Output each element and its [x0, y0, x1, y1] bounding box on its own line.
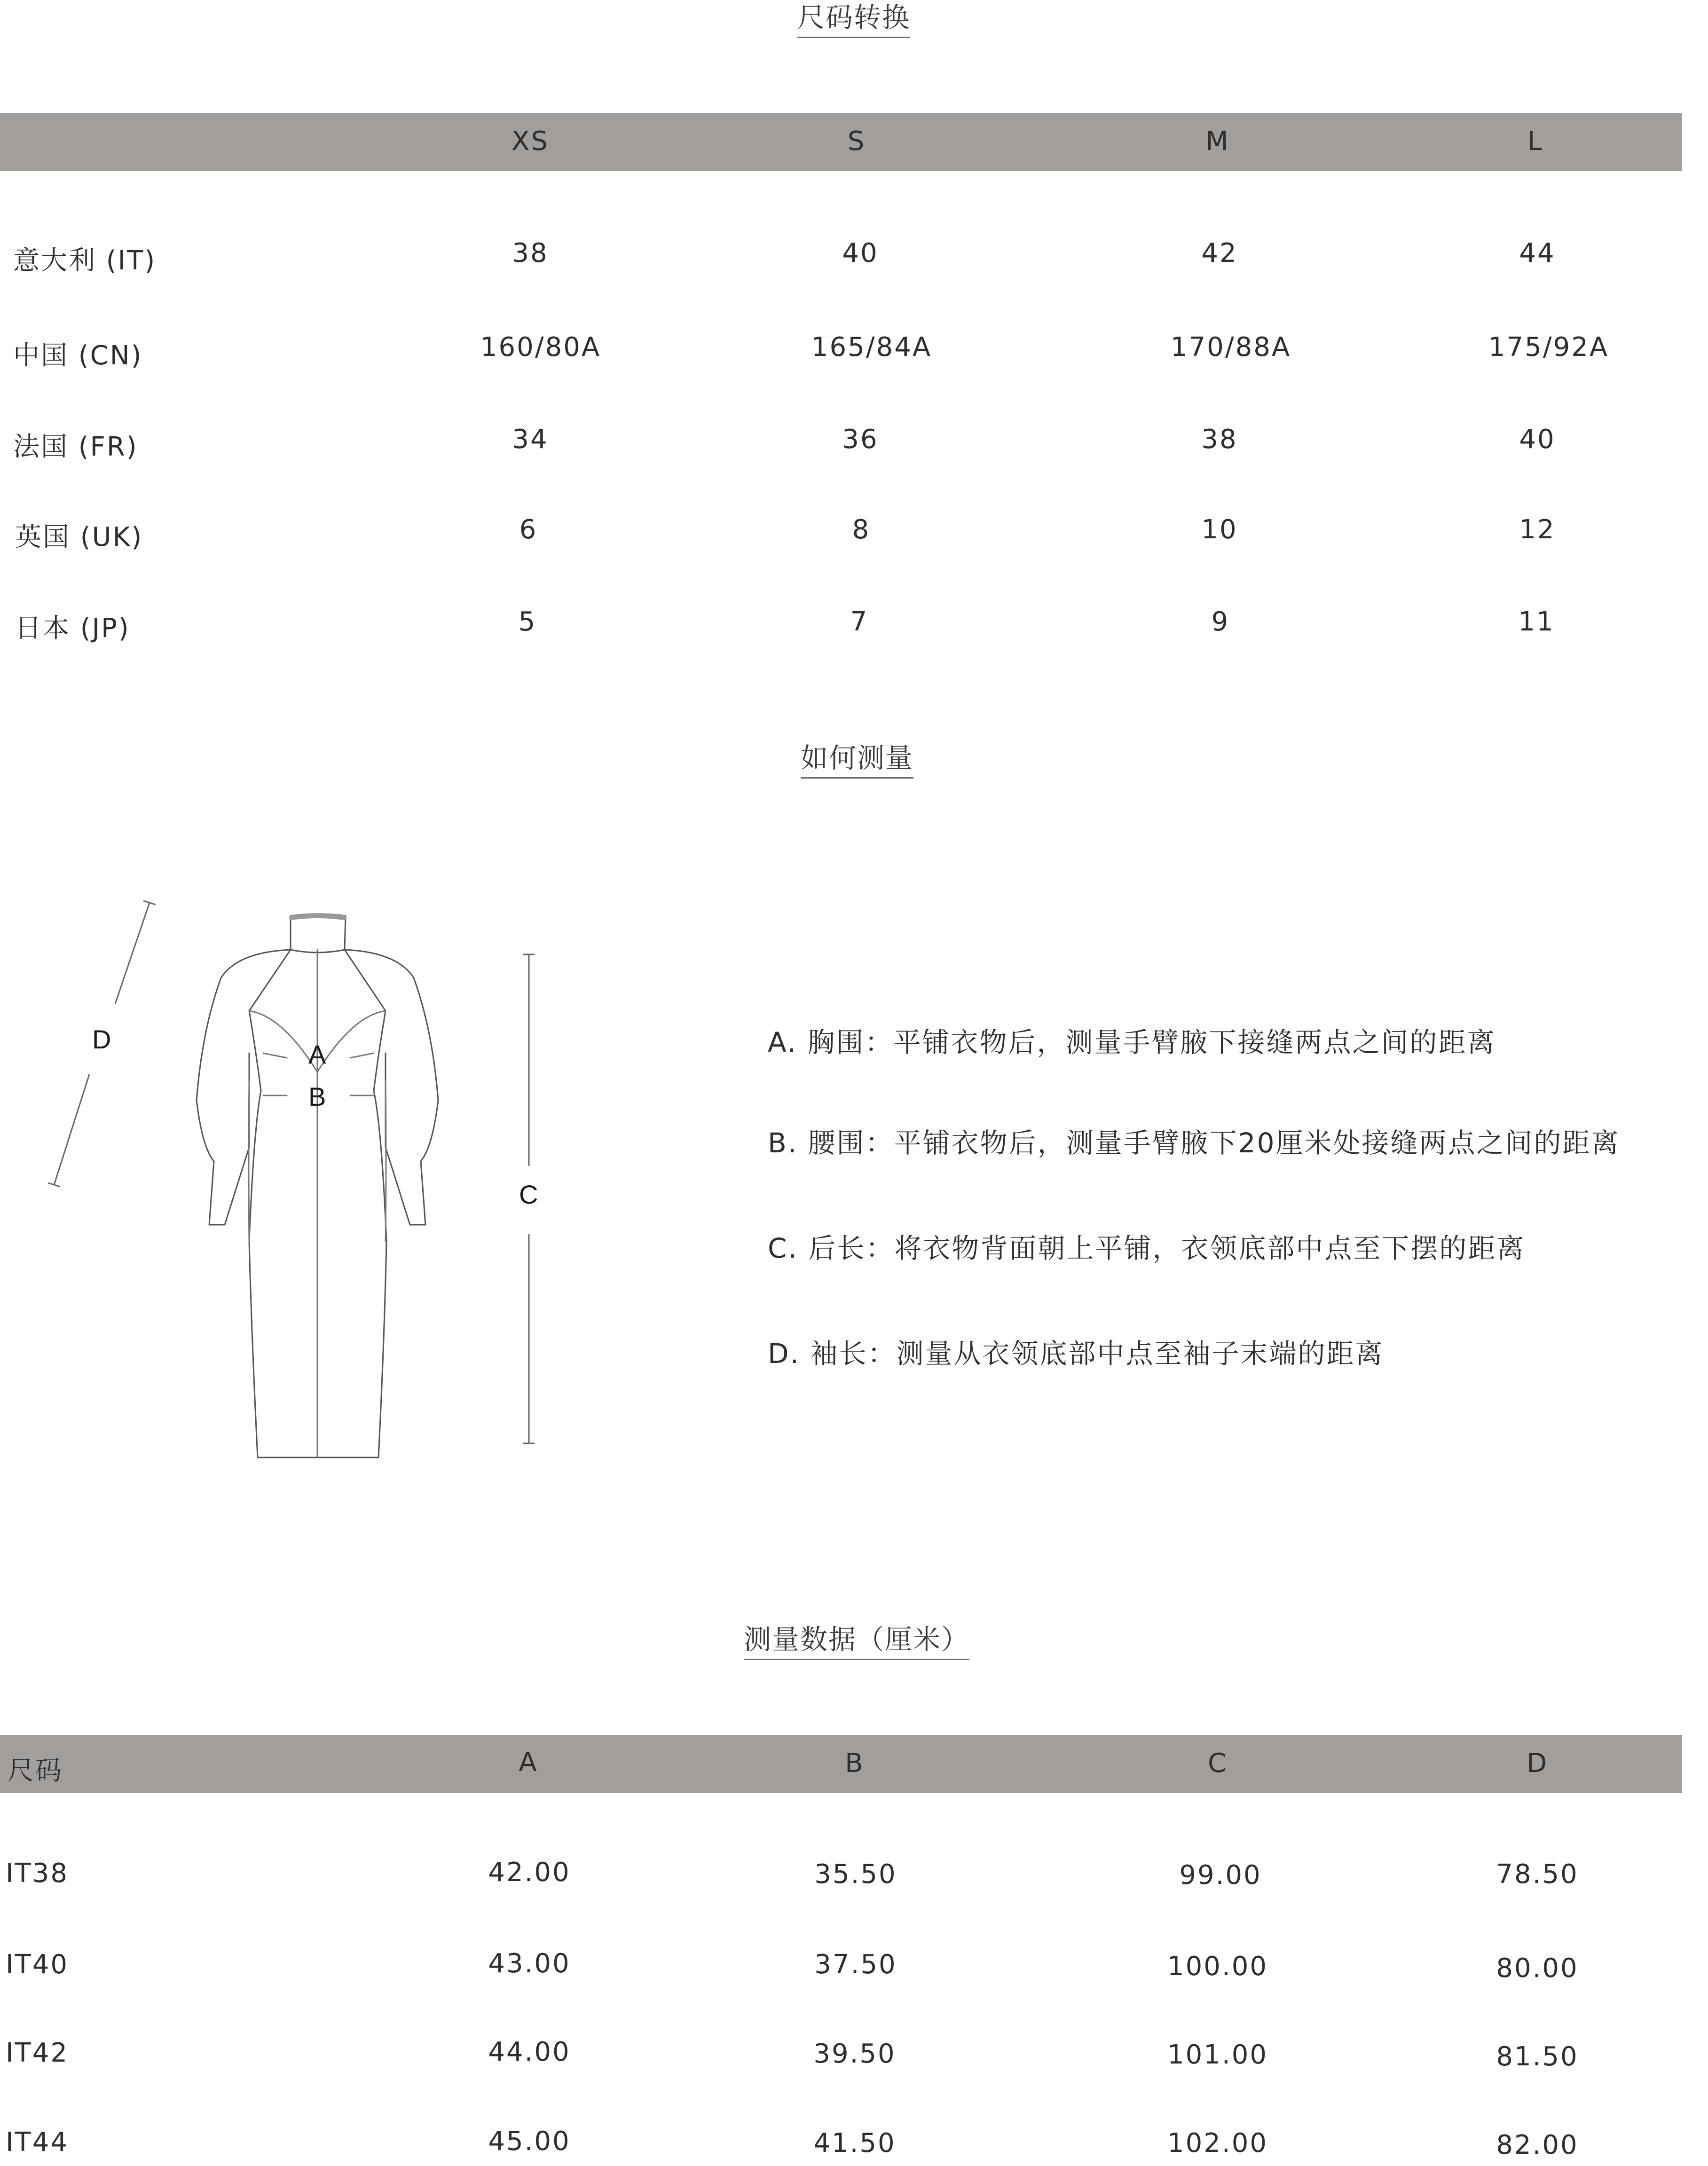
garment-diagram	[0, 884, 611, 1476]
size-cell: 40	[1519, 424, 1556, 455]
measurement-cell: 80.00	[1496, 1953, 1579, 1984]
measurement-cell: 37.50	[814, 1949, 897, 1980]
size-cell: 38	[512, 238, 549, 268]
measurements-row-label: IT42	[6, 2038, 69, 2068]
measurement-cell: 78.50	[1496, 1859, 1579, 1890]
size-cell: 38	[1201, 424, 1238, 455]
size-cell: 12	[1519, 514, 1556, 545]
size-cell: 160/80A	[480, 332, 601, 362]
diagram-label-d: D	[92, 1024, 111, 1054]
size-cell: 170/88A	[1170, 332, 1291, 362]
size-row-label-jp: 日本 (JP)	[15, 613, 130, 644]
measurements-header-d: D	[1526, 1748, 1549, 1779]
measurement-cell: 41.50	[813, 2128, 896, 2158]
measurements-header-a: A	[519, 1747, 538, 1778]
size-cell: 175/92A	[1488, 332, 1609, 362]
size-cell: 40	[842, 238, 879, 268]
size-cell: 7	[850, 606, 869, 637]
size-header-xs: XS	[512, 126, 549, 157]
measurement-cell: 81.50	[1496, 2041, 1579, 2072]
size-cell: 11	[1518, 606, 1555, 637]
size-row-label-it: 意大利 (IT)	[13, 245, 157, 276]
size-header-s: S	[847, 126, 866, 157]
measurement-cell: 82.00	[1496, 2130, 1579, 2160]
measurements-title: 测量数据（厘米）	[744, 1617, 969, 1660]
measurement-cell: 35.50	[814, 1859, 897, 1890]
measurement-cell: 42.00	[488, 1857, 571, 1888]
legend-d: D. 袖长：测量从衣领底部中点至袖子末端的距离	[768, 1338, 1384, 1370]
measurement-cell: 45.00	[488, 2126, 571, 2157]
size-conversion-header-band	[0, 113, 1682, 171]
measurements-header-size: 尺码	[8, 1756, 63, 1786]
size-cell: 10	[1201, 514, 1238, 545]
measurement-cell: 100.00	[1167, 1951, 1268, 1982]
measurements-header-c: C	[1207, 1748, 1228, 1779]
measurements-row-label: IT38	[6, 1858, 69, 1889]
size-conversion-title: 尺码转换	[797, 0, 910, 38]
size-cell: 34	[512, 424, 549, 455]
size-header-l: L	[1527, 126, 1544, 157]
diagram-label-c: C	[519, 1180, 538, 1209]
size-cell: 165/84A	[811, 332, 932, 362]
measurement-cell: 102.00	[1167, 2128, 1268, 2158]
legend-b: B. 腰围：平铺衣物后，测量手臂腋下20厘米处接缝两点之间的距离	[768, 1127, 1620, 1159]
diagram-label-a: A	[308, 1040, 326, 1069]
size-cell: 5	[518, 606, 537, 637]
measurement-cell: 101.00	[1167, 2040, 1268, 2070]
size-cell: 36	[842, 424, 879, 455]
size-cell: 8	[852, 514, 871, 545]
measurement-cell: 43.00	[488, 1948, 571, 1979]
size-row-label-fr: 法国 (FR)	[13, 432, 138, 462]
diagram-label-b: B	[308, 1082, 326, 1111]
measurement-cell: 39.50	[813, 2039, 896, 2069]
measurements-row-label: IT40	[6, 1949, 69, 1980]
size-cell: 42	[1201, 238, 1238, 268]
size-cell: 6	[519, 514, 538, 545]
legend-a: A. 胸围：平铺衣物后，测量手臂腋下接缝两点之间的距离	[768, 1026, 1496, 1058]
size-cell: 9	[1211, 606, 1230, 637]
measurement-cell: 99.00	[1179, 1860, 1262, 1890]
measurements-header-band	[0, 1735, 1682, 1793]
how-to-measure-title: 如何测量	[801, 736, 913, 779]
size-cell: 44	[1519, 238, 1556, 268]
legend-c: C. 后长：将衣物背面朝上平铺，衣领底部中点至下摆的距离	[768, 1232, 1526, 1264]
size-header-m: M	[1205, 126, 1230, 157]
measurements-header-b: B	[845, 1748, 865, 1779]
size-row-label-uk: 英国 (UK)	[15, 522, 143, 552]
measurements-row-label: IT44	[6, 2127, 69, 2158]
measurement-cell: 44.00	[488, 2037, 571, 2067]
size-row-label-cn: 中国 (CN)	[13, 340, 143, 371]
